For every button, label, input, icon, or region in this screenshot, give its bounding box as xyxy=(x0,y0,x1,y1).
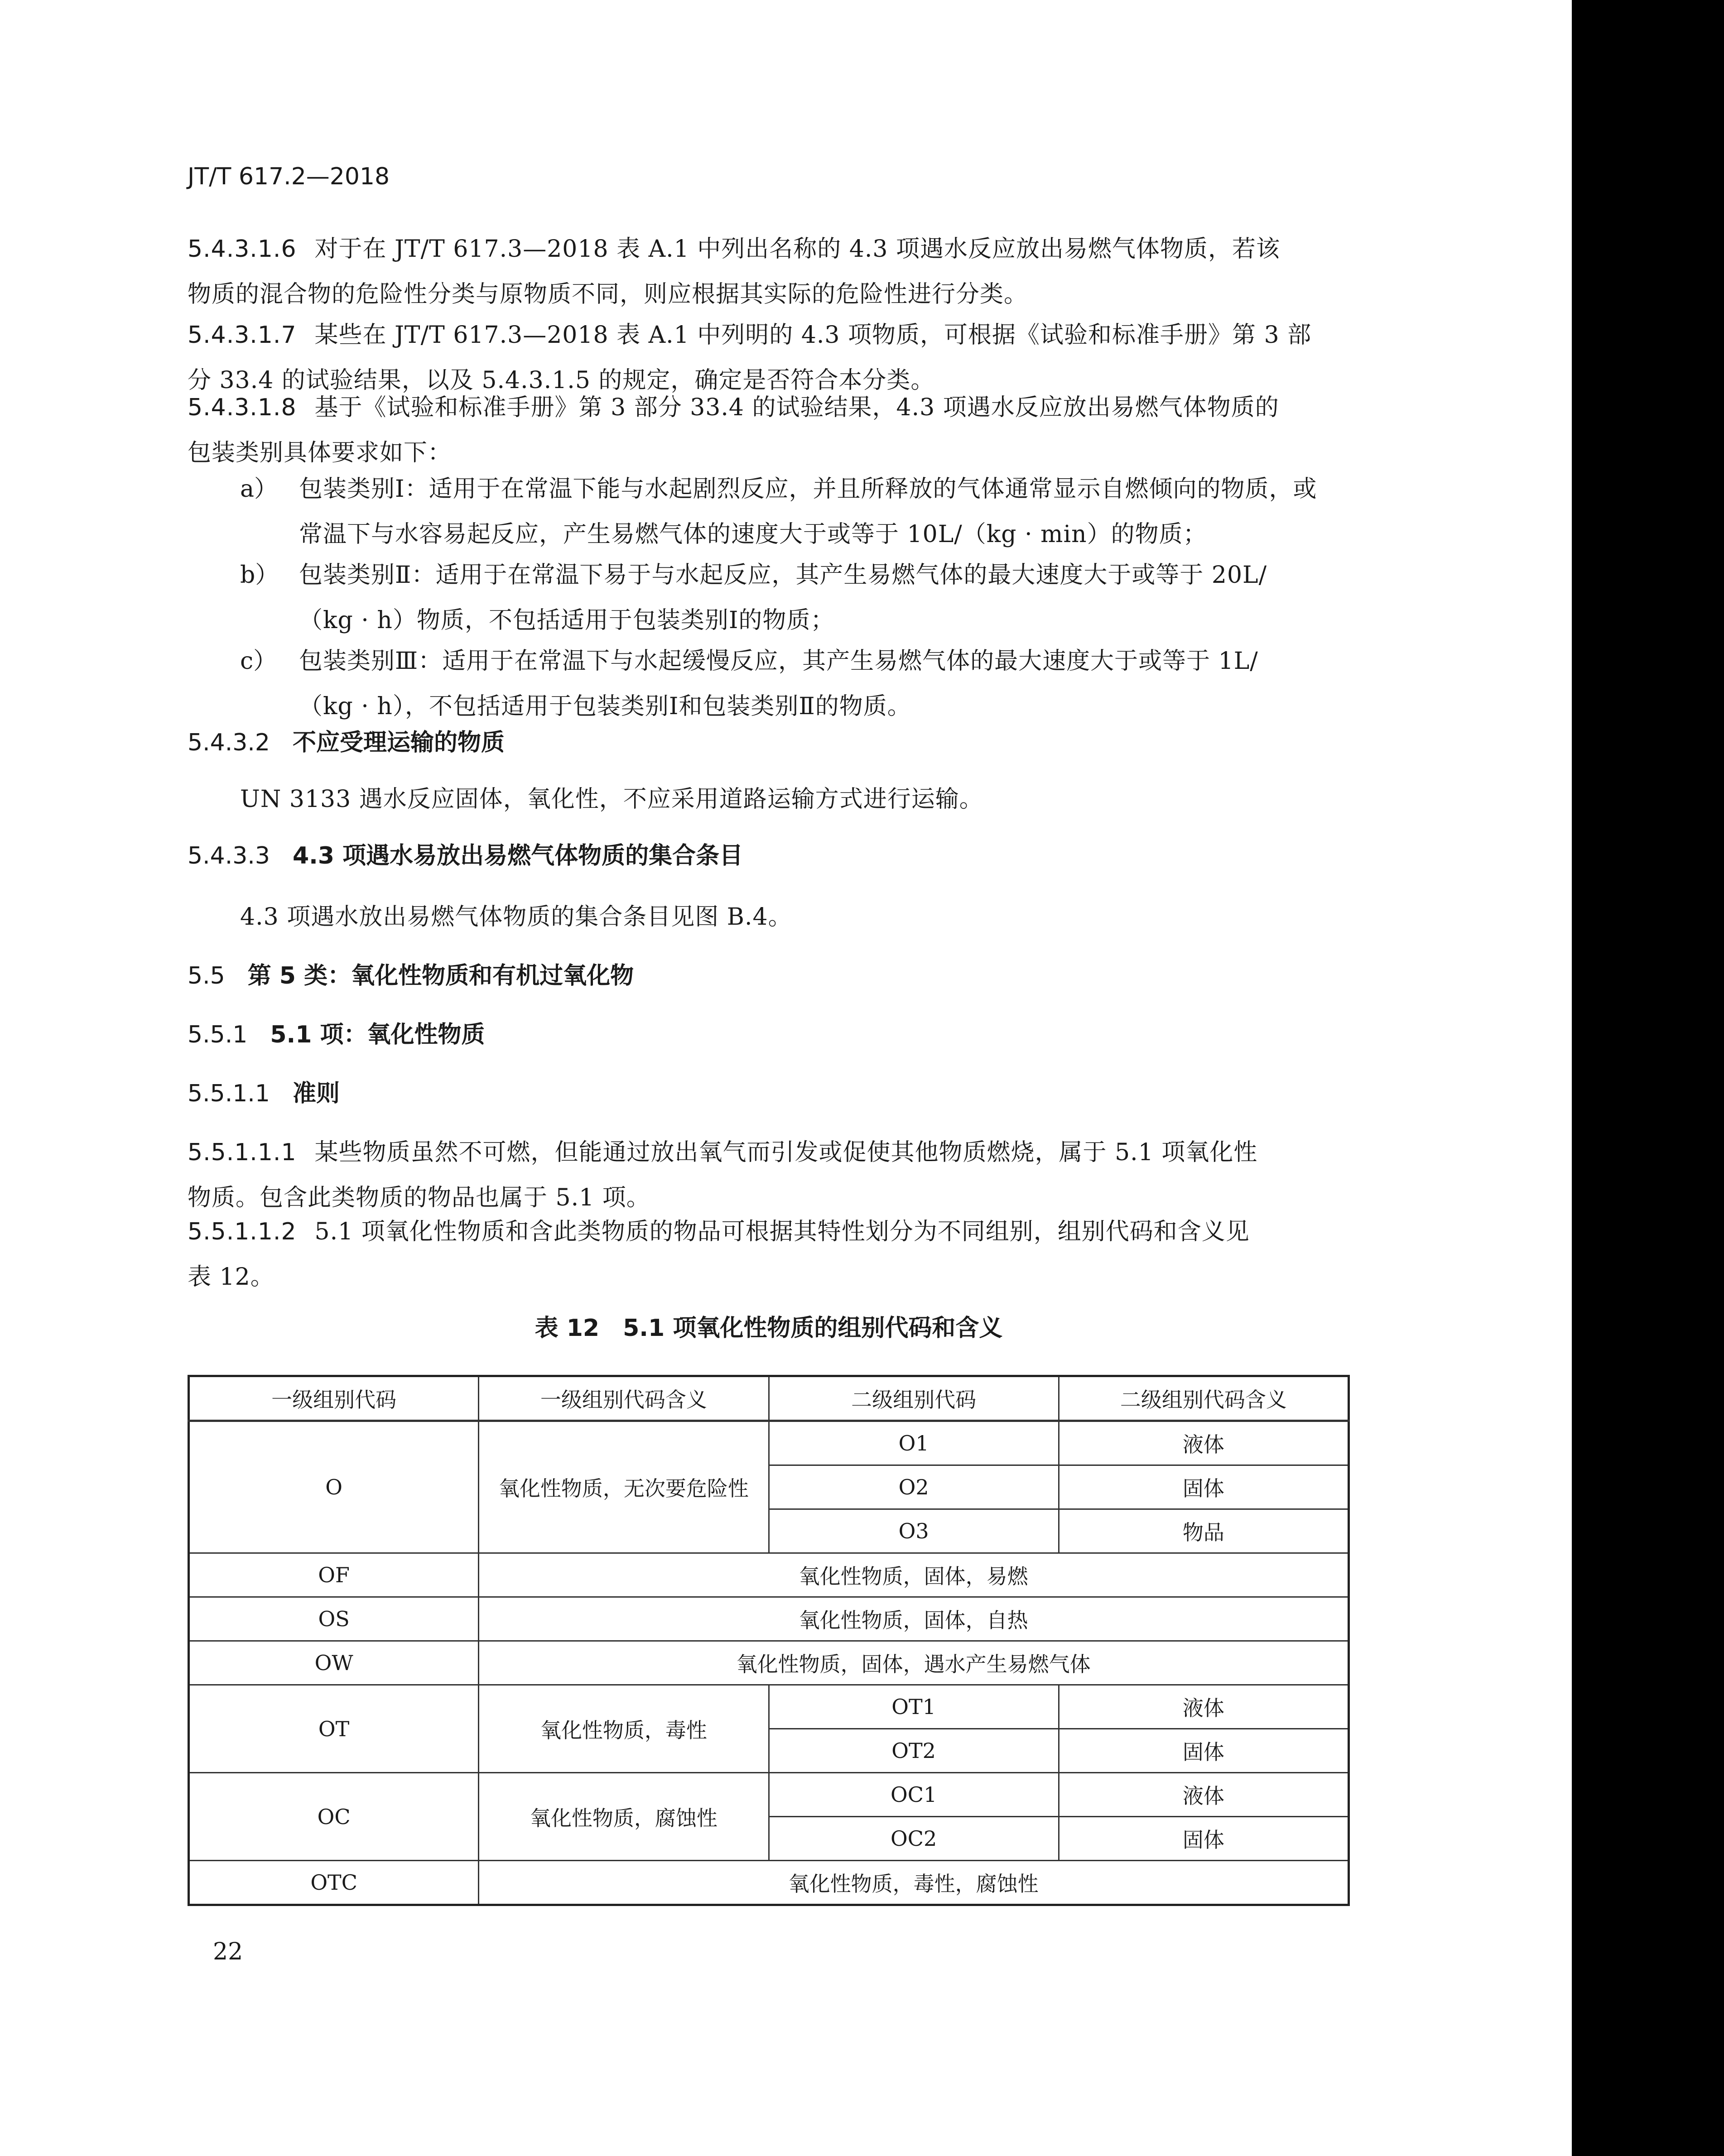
paragraph-line: 物质的混合物的危险性分类与原物质不同，则应根据其实际的危险性进行分类。 xyxy=(188,281,1028,308)
paragraph-line: 某些物质虽然不可燃，但能通过放出氧气而引发或促使其他物质燃烧，属于 5.1 项氧化性 xyxy=(314,1139,1258,1166)
paragraph-line: 物质。包含此类物质的物品也属于 5.1 项。 xyxy=(188,1184,650,1211)
list-item-line: （kg · h）物质，不包括适用于包装类别Ⅰ的物质； xyxy=(299,607,835,634)
primary-code-cell: OF xyxy=(189,1553,479,1597)
paragraph-5-5-1-1-1 xyxy=(188,1130,1352,1220)
clause-number: 5.4.3.2 xyxy=(188,729,270,756)
paragraph-line: 包装类别具体要求如下： xyxy=(188,439,452,466)
paragraph-line: 表 12。 xyxy=(188,1263,274,1291)
paragraph-line: 对于在 JT/T 617.3—2018 表 A.1 中列出名称的 4.3 项遇水反应放出易燃气体物质，若该 xyxy=(314,235,1281,263)
paragraph-5-4-3-1-6 xyxy=(188,226,1352,317)
primary-code-cell: OS xyxy=(189,1597,479,1641)
group-code-table xyxy=(188,1375,1350,1906)
clause-number: 5.5.1.1 xyxy=(188,1080,270,1107)
document-code: JT/T 617.2—2018 xyxy=(188,163,390,190)
heading-5-4-3-3 xyxy=(188,838,743,874)
clause-number: 5.5.1.1.1 xyxy=(188,1139,297,1166)
heading-title: 第 5 类：氧化性物质和有机过氧化物 xyxy=(247,962,634,989)
list-item-line: 包装类别Ⅲ：适用于在常温下与水起缓慢反应，其产生易燃气体的最大速度大于或等于 1L/ xyxy=(299,648,1258,675)
collective-entries-text: 4.3 项遇水放出易燃气体物质的集合条目见图 B.4。 xyxy=(240,903,792,931)
list-item xyxy=(299,552,1354,643)
heading-title: 不应受理运输的物质 xyxy=(292,729,505,756)
primary-code-cell: O xyxy=(189,1421,479,1553)
column-header: 二级组别代码含义 xyxy=(1059,1376,1348,1421)
column-header: 一级组别代码含义 xyxy=(479,1376,769,1421)
primary-meaning-cell: 氧化性物质，无次要危险性 xyxy=(479,1421,769,1553)
merged-meaning-cell: 氧化性物质，毒性，腐蚀性 xyxy=(479,1861,1349,1905)
secondary-meaning-cell: 固体 xyxy=(1059,1729,1348,1773)
column-header: 一级组别代码 xyxy=(189,1376,479,1421)
heading-5-4-3-2 xyxy=(188,725,505,761)
table-row xyxy=(189,1641,1349,1685)
list-item-line: （kg · h），不包括适用于包装类别Ⅰ和包装类别Ⅱ的物质。 xyxy=(299,693,911,720)
page-number: 22 xyxy=(213,1938,243,1965)
list-item-label: c） xyxy=(240,648,277,675)
clause-number: 5.5.1.1.2 xyxy=(188,1218,297,1245)
secondary-code-cell: O1 xyxy=(769,1421,1059,1465)
list-item xyxy=(299,466,1354,557)
heading-title: 5.1 项：氧化性物质 xyxy=(270,1021,485,1048)
list-item-label: b） xyxy=(240,562,279,589)
primary-meaning-cell: 氧化性物质，腐蚀性 xyxy=(479,1773,769,1861)
clause-number: 5.4.3.1.6 xyxy=(188,235,297,263)
heading-5-5-1 xyxy=(188,1017,485,1053)
list-item-label: a） xyxy=(240,475,278,503)
paragraph-5-5-1-1-2 xyxy=(188,1209,1352,1300)
table-row xyxy=(189,1597,1349,1641)
table-row xyxy=(189,1861,1349,1905)
primary-code-cell: OT xyxy=(189,1685,479,1773)
table-row xyxy=(189,1773,1349,1817)
heading-title: 准则 xyxy=(292,1080,340,1107)
secondary-code-cell: O2 xyxy=(769,1465,1059,1509)
secondary-code-cell: OC2 xyxy=(769,1817,1059,1861)
secondary-meaning-cell: 固体 xyxy=(1059,1817,1348,1861)
primary-meaning-cell: 氧化性物质，毒性 xyxy=(479,1685,769,1773)
table-row xyxy=(189,1553,1349,1597)
clause-number: 5.4.3.1.8 xyxy=(188,394,297,421)
merged-meaning-cell: 氧化性物质，固体，遇水产生易燃气体 xyxy=(479,1641,1349,1685)
merged-meaning-cell: 氧化性物质，固体，易燃 xyxy=(479,1553,1349,1597)
paragraph-5-4-3-1-8 xyxy=(188,385,1352,475)
list-item-line: 包装类别Ⅰ：适用于在常温下能与水起剧烈反应，并且所释放的气体通常显示自燃倾向的物质，或 xyxy=(299,475,1317,503)
secondary-meaning-cell: 固体 xyxy=(1059,1465,1348,1509)
merged-meaning-cell: 氧化性物质，固体，自热 xyxy=(479,1597,1349,1641)
secondary-meaning-cell: 液体 xyxy=(1059,1421,1348,1465)
paragraph-line: 分 33.4 的试验结果，以及 5.4.3.1.5 的规定，确定是否符合本分类。 xyxy=(188,367,935,394)
clause-number: 5.4.3.3 xyxy=(188,842,270,869)
secondary-code-cell: O3 xyxy=(769,1509,1059,1553)
heading-5-5-1-1 xyxy=(188,1076,340,1112)
secondary-code-cell: OC1 xyxy=(769,1773,1059,1817)
column-header: 二级组别代码 xyxy=(769,1376,1059,1421)
heading-title: 4.3 项遇水易放出易燃气体物质的集合条目 xyxy=(292,842,743,869)
secondary-meaning-cell: 液体 xyxy=(1059,1773,1348,1817)
secondary-code-cell: OT1 xyxy=(769,1685,1059,1729)
primary-code-cell: OTC xyxy=(189,1861,479,1905)
clause-number: 5.5.1 xyxy=(188,1021,248,1048)
paragraph-line: 基于《试验和标准手册》第 3 部分 33.4 的试验结果，4.3 项遇水反应放出易燃气体物质的 xyxy=(314,394,1279,421)
heading-5-5 xyxy=(188,958,634,994)
table-row xyxy=(189,1421,1349,1465)
table-row xyxy=(189,1685,1349,1729)
primary-code-cell: OW xyxy=(189,1641,479,1685)
list-item-line: 常温下与水容易起反应，产生易燃气体的速度大于或等于 10L/（kg · min）的物质； xyxy=(299,521,1207,548)
clause-number: 5.5 xyxy=(188,962,225,989)
paragraph-line: 某些在 JT/T 617.3—2018 表 A.1 中列明的 4.3 项物质，可根据《试验和标准手册》第 3 部 xyxy=(314,322,1312,349)
primary-code-cell: OC xyxy=(189,1773,479,1861)
secondary-code-cell: OT2 xyxy=(769,1729,1059,1773)
list-item xyxy=(299,639,1354,729)
paragraph-line: 5.1 项氧化性物质和含此类物质的物品可根据其特性划分为不同组别，组别代码和含义见 xyxy=(314,1218,1250,1245)
secondary-meaning-cell: 液体 xyxy=(1059,1685,1348,1729)
table-title: 表 12 5.1 项氧化性物质的组别代码和含义 xyxy=(535,1315,1003,1342)
list-item-line: 包装类别Ⅱ：适用于在常温下易于与水起反应，其产生易燃气体的最大速度大于或等于 20L/ xyxy=(299,562,1267,589)
scan-edge-band xyxy=(1572,0,1724,2156)
clause-number: 5.4.3.1.7 xyxy=(188,322,297,349)
secondary-meaning-cell: 物品 xyxy=(1059,1509,1348,1553)
un3133-text: UN 3133 遇水反应固体，氧化性，不应采用道路运输方式进行运输。 xyxy=(240,786,983,813)
table-header-row xyxy=(189,1376,1349,1421)
